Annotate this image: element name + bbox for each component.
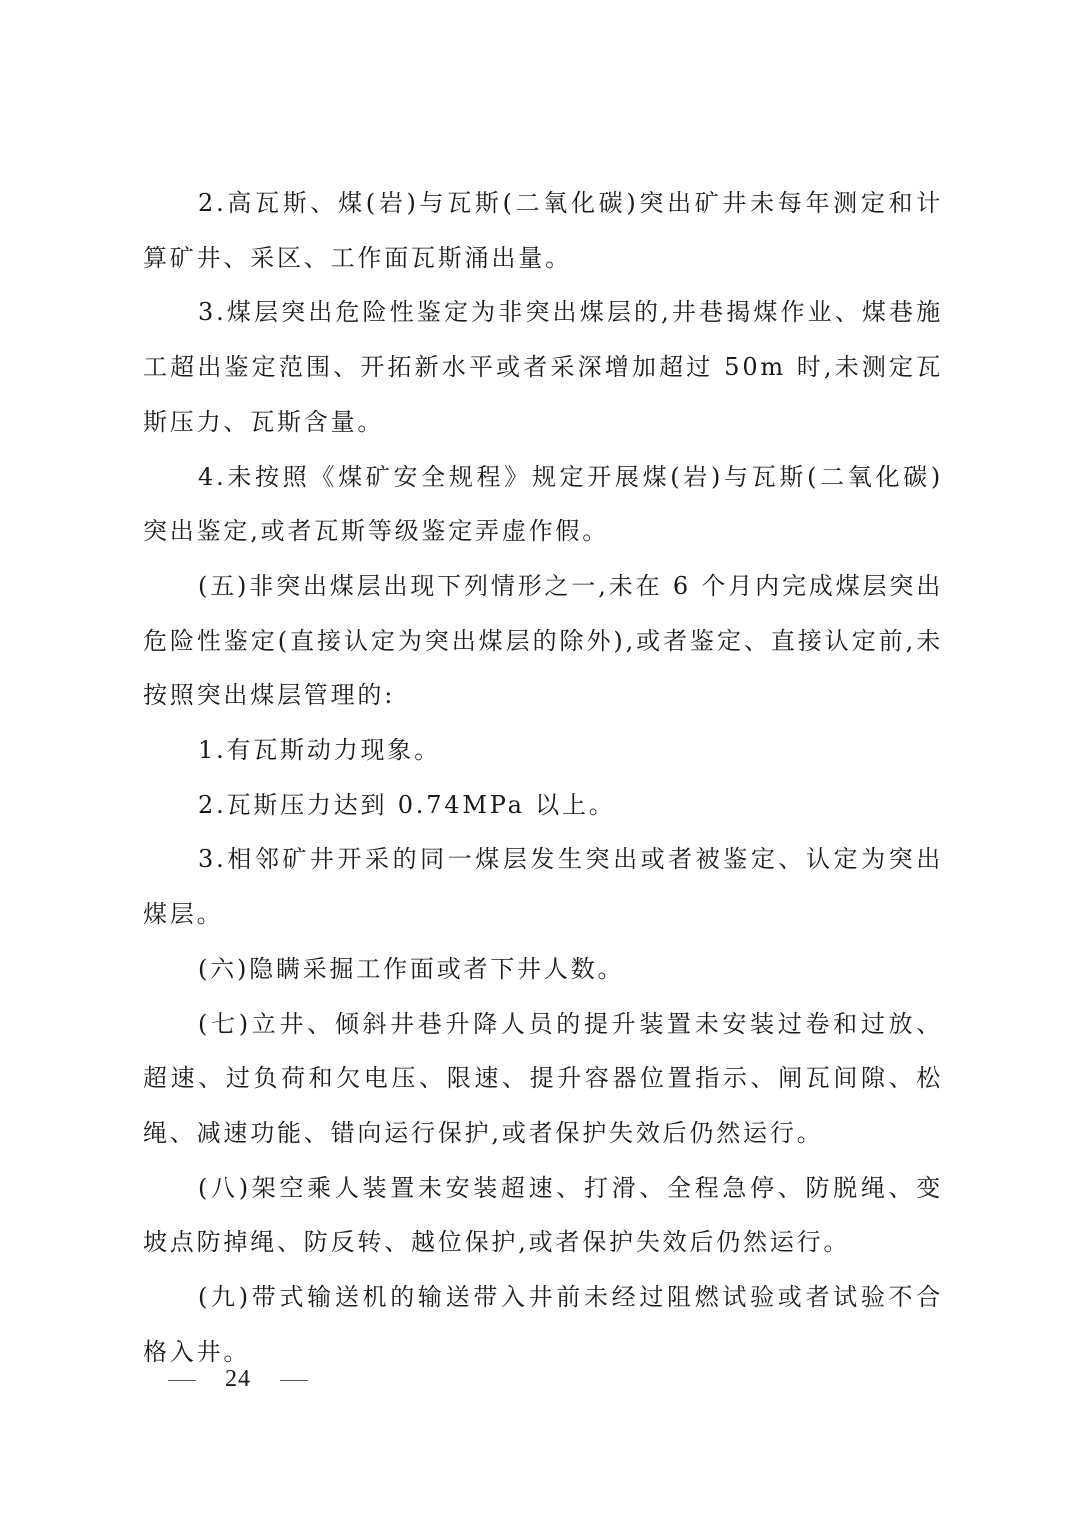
paragraph: (六)隐瞒采掘工作面或者下井人数。 — [198, 954, 625, 983]
paragraph: 3.煤层突出危险性鉴定为非突出煤层的,井巷揭煤作业、煤巷施工超出鉴定范围、开拓新水平或者采深增加超过 50m 时,未测定瓦斯压力、瓦斯含量。 — [143, 298, 943, 436]
page-number: 24 — [225, 1366, 251, 1392]
paragraph: 2.瓦斯压力达到 0.74MPa 以上。 — [198, 790, 616, 819]
paragraph: 2.高瓦斯、煤(岩)与瓦斯(二氧化碳)突出矿井未每年测定和计算矿井、采区、工作面瓦斯涌出量。 — [143, 189, 943, 272]
paragraph: 4.未按照《煤矿安全规程》规定开展煤(岩)与瓦斯(二氧化碳)突出鉴定,或者瓦斯等级鉴定弄虚作假。 — [143, 462, 943, 546]
paragraph: (五)非突出煤层出现下列情形之一,未在 6 个月内完成煤层突出危险性鉴定(直接认定为突出煤层的除外),或者鉴定、直接认定前,未按照突出煤层管理的: — [143, 571, 943, 710]
paragraph: (九)带式输送机的输送带入井前未经过阻燃试验或者试验不合格入井。 — [143, 1283, 943, 1366]
paragraph: 1.有瓦斯动力现象。 — [198, 736, 441, 765]
document-body — [143, 176, 943, 1379]
footer-dash-left — [168, 1380, 196, 1381]
paragraph: (八)架空乘人装置未安装超速、打滑、全程急停、防脱绳、变坡点防掉绳、防反转、越位保护,或者保护失效后仍然运行。 — [143, 1173, 943, 1257]
paragraph: (七)立井、倾斜井巷升降人员的提升装置未安装过卷和过放、超速、过负荷和欠电压、限速、提升容器位置指示、闸瓦间隙、松绳、减速功能、错向运行保护,或者保护失效后仍然运行。 — [143, 1009, 943, 1147]
page-footer — [168, 1359, 308, 1399]
footer-dash-right — [280, 1380, 308, 1381]
paragraph: 3.相邻矿井开采的同一煤层发生突出或者被鉴定、认定为突出煤层。 — [143, 845, 943, 929]
